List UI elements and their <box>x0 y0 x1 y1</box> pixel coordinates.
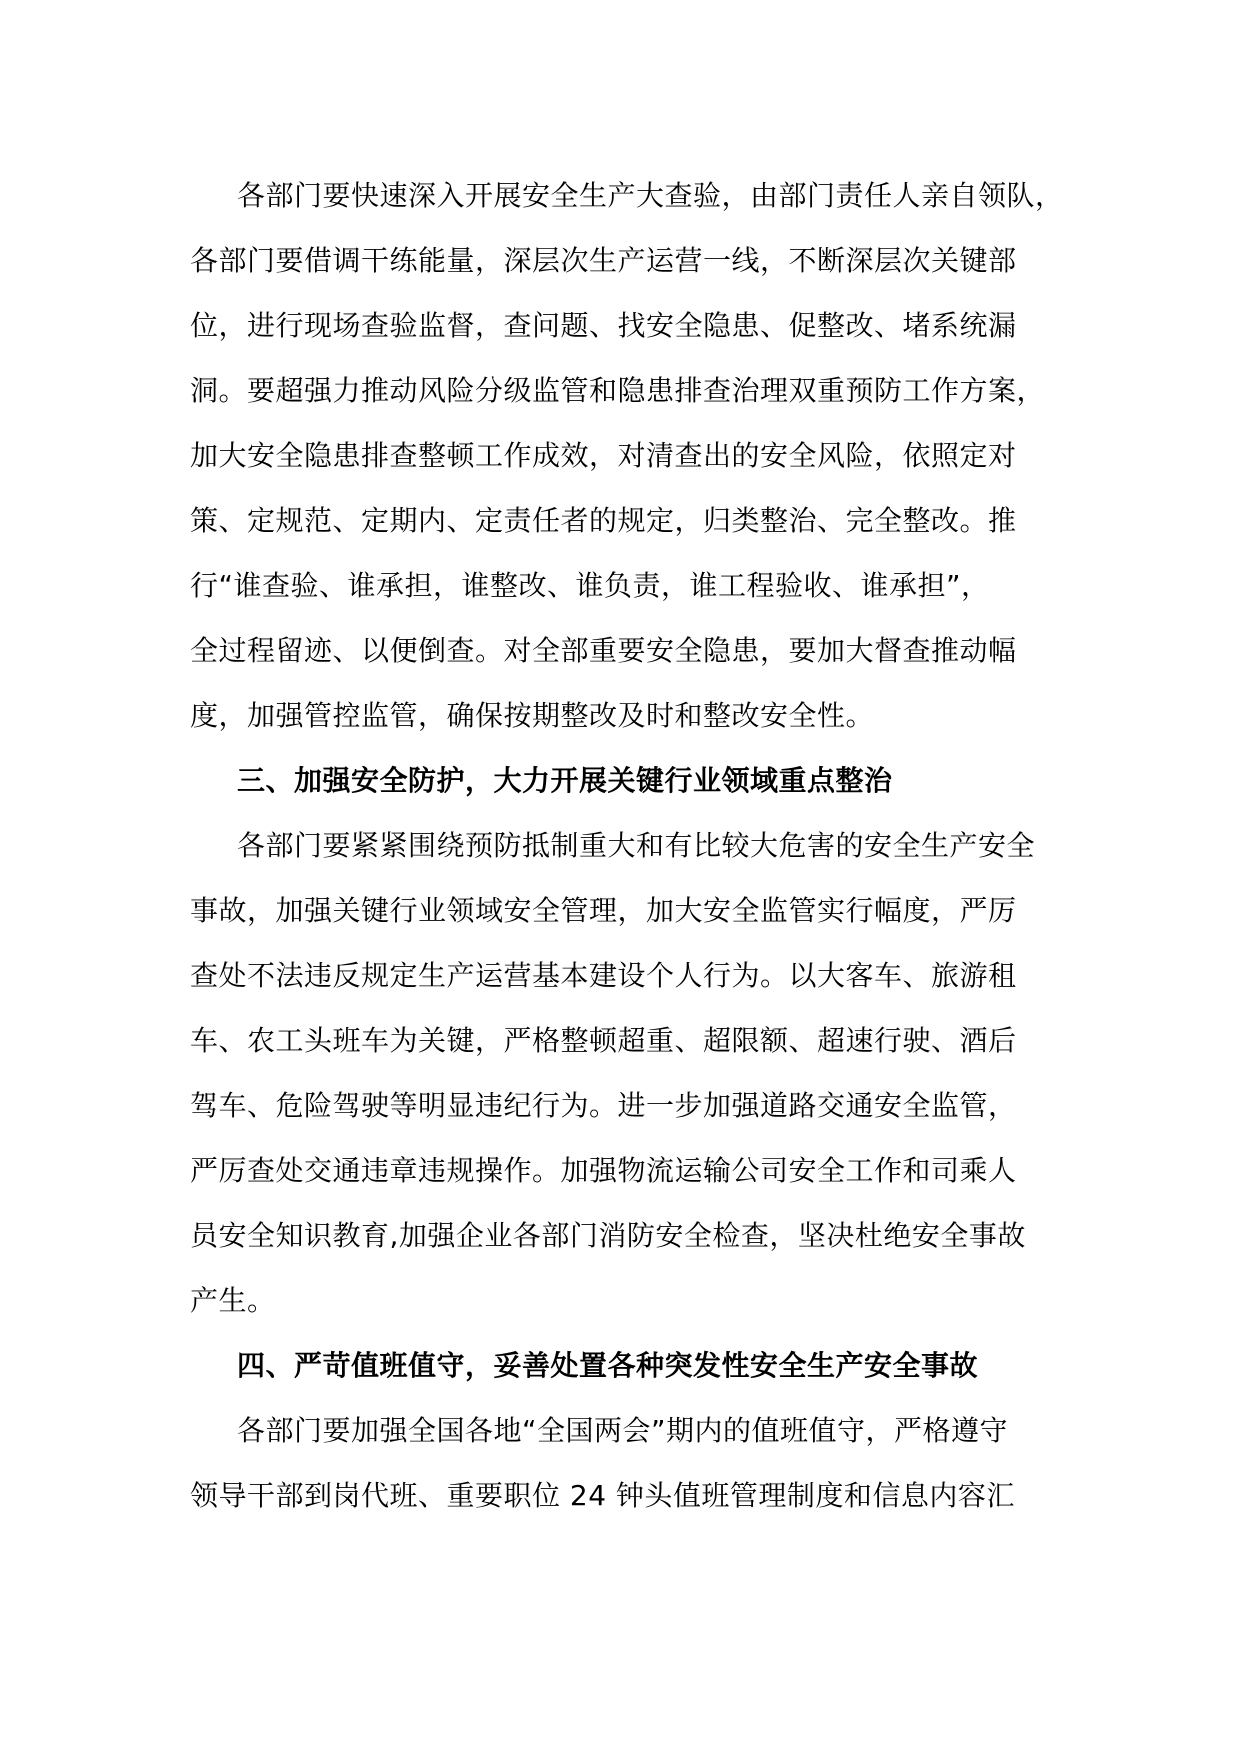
paragraph-line: 策、定规范、定期内、定责任者的规定，归类整治、完全整改。推 <box>190 504 1017 537</box>
paragraph-line: 驾车、危险驾驶等明显违纪行为。进一步加强道路交通安全监管， <box>190 1089 1017 1122</box>
paragraph-2 <box>190 813 1090 1333</box>
paragraph-line: 度，加强管控监管，确保按期整改及时和整改安全性。 <box>190 699 875 732</box>
paragraph-line: 全过程留迹、以便倒查。对全部重要安全隐患，要加大督查推动幅 <box>190 634 1017 667</box>
paragraph-line: 产生。 <box>190 1284 276 1317</box>
paragraph-line: 各部门要加强全国各地“全国两会”期内的值班值守，严格遵守 <box>237 1414 1009 1447</box>
section-heading: 三、加强安全防护，大力开展关键行业领域重点整治 <box>237 764 893 797</box>
paragraph-line: 事故，加强关键行业领域安全管理，加大安全监管实行幅度，严厉 <box>190 894 1017 927</box>
paragraph-line: 员安全知识教育,加强企业各部门消防安全检查，坚决杜绝安全事故 <box>190 1219 1026 1252</box>
paragraph-line: 查处不法违反规定生产运营基本建设个人行为。以大客车、旅游租 <box>190 959 1017 992</box>
paragraph-line: 各部门要紧紧围绕预防抵制重大和有比较大危害的安全生产安全 <box>237 829 1036 862</box>
paragraph-line: 行“谁查验、谁承担，谁整改、谁负责，谁工程验收、谁承担”， <box>190 569 990 602</box>
section-heading-4 <box>190 1333 1090 1398</box>
paragraph-line: 各部门要借调干练能量，深层次生产运营一线，不断深层次关键部 <box>190 244 1017 277</box>
paragraph-line: 洞。要超强力推动风险分级监管和隐患排查治理双重预防工作方案， <box>190 374 1046 407</box>
section-heading: 四、严苛值班值守，妥善处置各种突发性安全生产安全事故 <box>237 1349 979 1382</box>
paragraph-line: 严厉查处交通违章违规操作。加强物流运输公司安全工作和司乘人 <box>190 1154 1017 1187</box>
paragraph-line: 领导干部到岗代班、重要职位 24 钟头值班管理制度和信息内容汇 <box>190 1479 1015 1512</box>
paragraph-3 <box>190 1398 1090 1528</box>
paragraph-line: 位，进行现场查验监督，查问题、找安全隐患、促整改、堵系统漏 <box>190 309 1017 342</box>
paragraph-line: 加大安全隐患排查整顿工作成效，对清查出的安全风险，依照定对 <box>190 439 1017 472</box>
paragraph-1 <box>190 163 1090 748</box>
paragraph-line: 车、农工头班车为关键，严格整顿超重、超限额、超速行驶、酒后 <box>190 1024 1017 1057</box>
section-heading-3 <box>190 748 1090 813</box>
paragraph-line: 各部门要快速深入开展安全生产大查验，由部门责任人亲自领队， <box>237 179 1064 212</box>
